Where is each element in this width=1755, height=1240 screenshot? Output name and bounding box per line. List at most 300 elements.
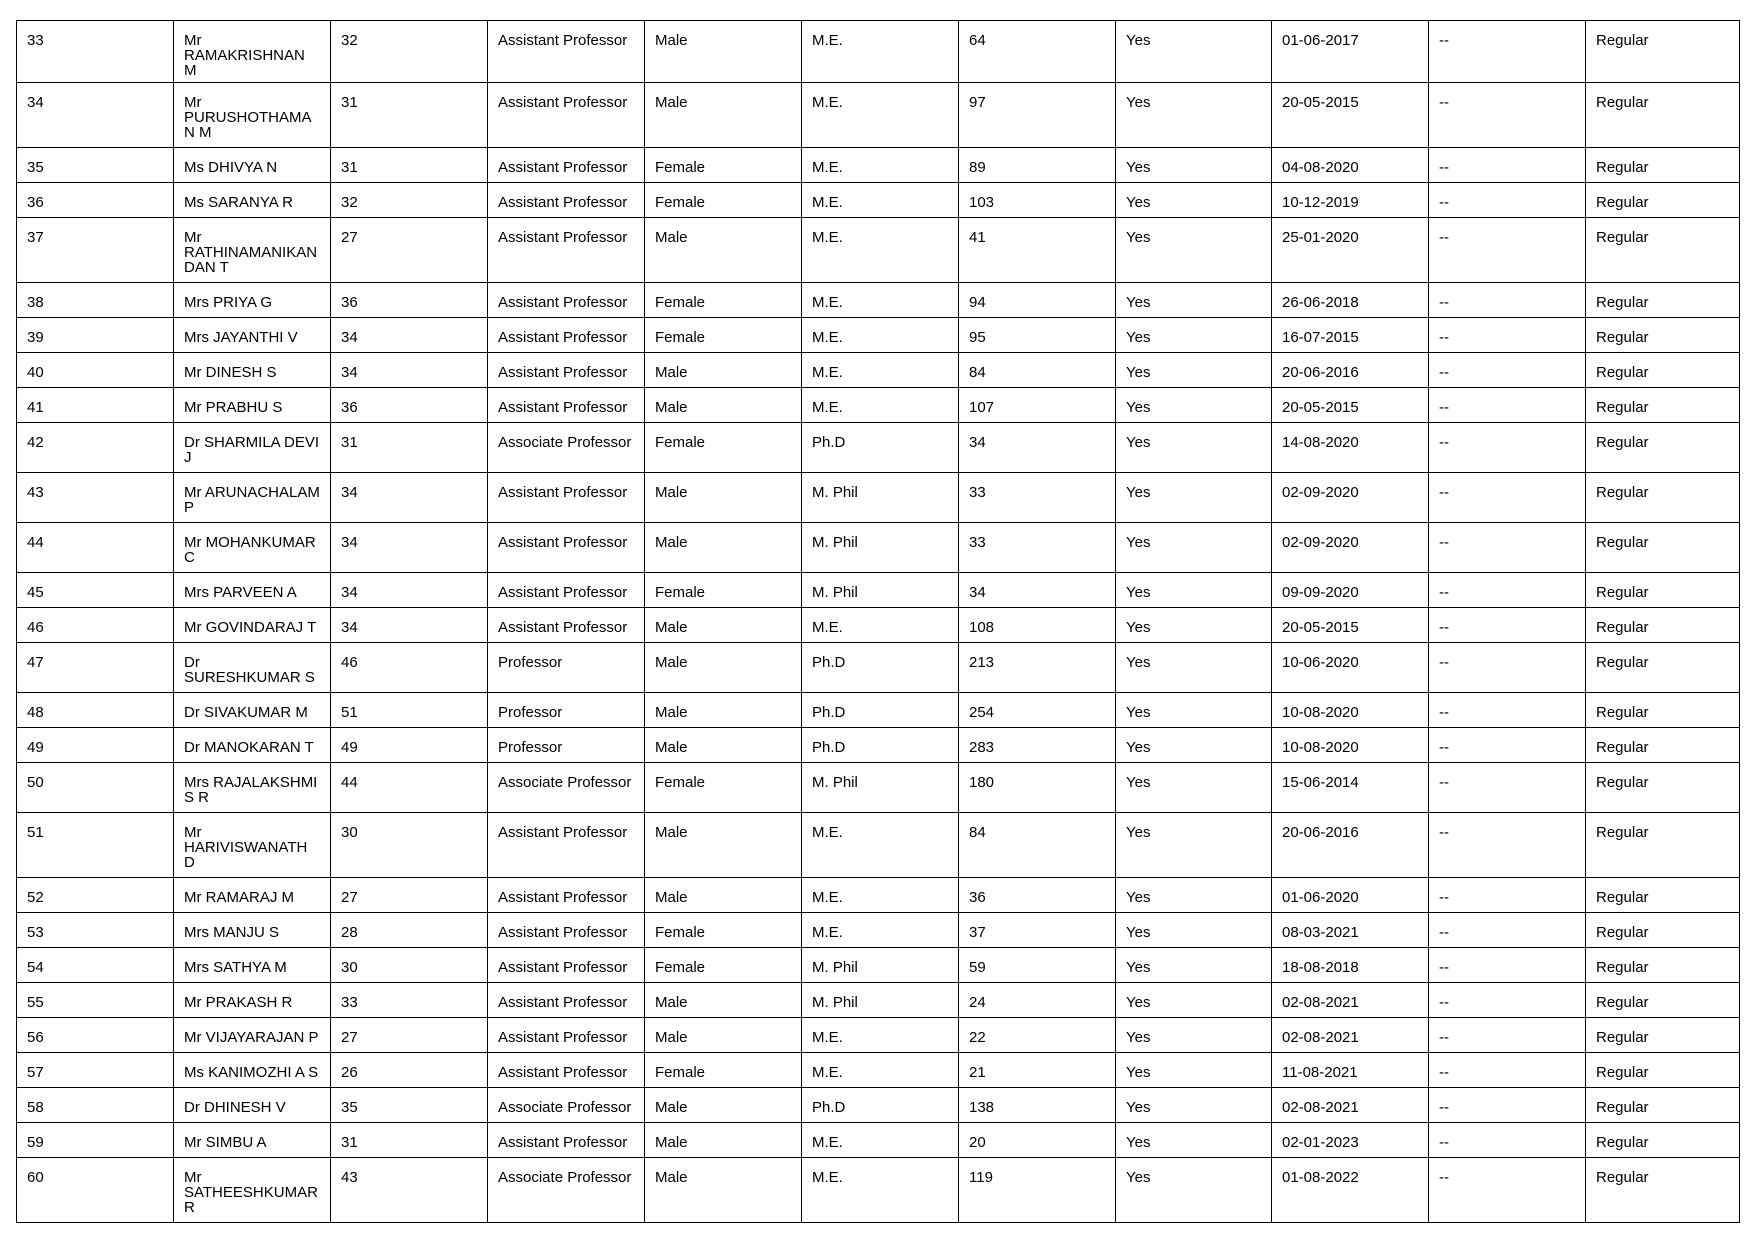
- cell-designation: Assistant Professor: [488, 388, 645, 423]
- cell-leaving-date: --: [1429, 423, 1586, 473]
- cell-name: Mr RAMAKRISHNAN M: [174, 21, 331, 83]
- cell-leaving-date: --: [1429, 523, 1586, 573]
- cell-experience: 97: [959, 83, 1116, 148]
- cell-joining-date: 20-05-2015: [1272, 388, 1429, 423]
- cell-age: 36: [331, 388, 488, 423]
- cell-age: 34: [331, 473, 488, 523]
- table-row: [17, 913, 1740, 948]
- cell-nature-of-appointment: Regular: [1586, 763, 1740, 813]
- cell-currently-working: Yes: [1116, 1018, 1272, 1053]
- cell-designation: Professor: [488, 728, 645, 763]
- cell-name: Mr SIMBU A: [174, 1123, 331, 1158]
- cell-currently-working: Yes: [1116, 318, 1272, 353]
- cell-serial-number: 45: [17, 573, 174, 608]
- cell-experience: 22: [959, 1018, 1116, 1053]
- cell-leaving-date: --: [1429, 83, 1586, 148]
- cell-qualification: M. Phil: [802, 983, 959, 1018]
- table-row: [17, 813, 1740, 878]
- cell-gender: Female: [645, 283, 802, 318]
- cell-nature-of-appointment: Regular: [1586, 983, 1740, 1018]
- table-row: [17, 643, 1740, 693]
- cell-name: Dr MANOKARAN T: [174, 728, 331, 763]
- table-row: [17, 423, 1740, 473]
- cell-name: Mr ARUNACHALAM P: [174, 473, 331, 523]
- cell-leaving-date: --: [1429, 183, 1586, 218]
- cell-experience: 59: [959, 948, 1116, 983]
- cell-qualification: Ph.D: [802, 693, 959, 728]
- cell-leaving-date: --: [1429, 878, 1586, 913]
- cell-age: 30: [331, 948, 488, 983]
- cell-name: Mrs MANJU S: [174, 913, 331, 948]
- cell-gender: Female: [645, 913, 802, 948]
- cell-experience: 24: [959, 983, 1116, 1018]
- cell-leaving-date: --: [1429, 913, 1586, 948]
- cell-serial-number: 41: [17, 388, 174, 423]
- cell-serial-number: 33: [17, 21, 174, 83]
- table-row: [17, 573, 1740, 608]
- cell-name: Mr MOHANKUMAR C: [174, 523, 331, 573]
- cell-currently-working: Yes: [1116, 693, 1272, 728]
- cell-designation: Associate Professor: [488, 1158, 645, 1223]
- cell-leaving-date: --: [1429, 608, 1586, 643]
- table-row: [17, 148, 1740, 183]
- cell-nature-of-appointment: Regular: [1586, 423, 1740, 473]
- cell-age: 27: [331, 1018, 488, 1053]
- table-row: [17, 318, 1740, 353]
- cell-leaving-date: --: [1429, 948, 1586, 983]
- cell-leaving-date: --: [1429, 148, 1586, 183]
- cell-experience: 36: [959, 878, 1116, 913]
- cell-serial-number: 56: [17, 1018, 174, 1053]
- cell-experience: 34: [959, 423, 1116, 473]
- table-row: [17, 83, 1740, 148]
- cell-gender: Female: [645, 318, 802, 353]
- cell-age: 27: [331, 878, 488, 913]
- cell-name: Dr SHARMILA DEVI J: [174, 423, 331, 473]
- cell-joining-date: 10-08-2020: [1272, 693, 1429, 728]
- table-row: [17, 1123, 1740, 1158]
- table-row: [17, 1088, 1740, 1123]
- cell-qualification: Ph.D: [802, 728, 959, 763]
- cell-joining-date: 08-03-2021: [1272, 913, 1429, 948]
- cell-designation: Assistant Professor: [488, 523, 645, 573]
- cell-nature-of-appointment: Regular: [1586, 388, 1740, 423]
- cell-nature-of-appointment: Regular: [1586, 813, 1740, 878]
- cell-nature-of-appointment: Regular: [1586, 948, 1740, 983]
- staff-table-body: [17, 21, 1740, 1223]
- cell-leaving-date: --: [1429, 693, 1586, 728]
- cell-name: Ms DHIVYA N: [174, 148, 331, 183]
- cell-designation: Assistant Professor: [488, 283, 645, 318]
- cell-leaving-date: --: [1429, 983, 1586, 1018]
- cell-joining-date: 18-08-2018: [1272, 948, 1429, 983]
- cell-gender: Male: [645, 83, 802, 148]
- cell-joining-date: 16-07-2015: [1272, 318, 1429, 353]
- cell-joining-date: 01-08-2022: [1272, 1158, 1429, 1223]
- cell-serial-number: 53: [17, 913, 174, 948]
- cell-joining-date: 02-09-2020: [1272, 523, 1429, 573]
- cell-qualification: M. Phil: [802, 948, 959, 983]
- cell-age: 31: [331, 1123, 488, 1158]
- cell-name: Mrs RAJALAKSHMI S R: [174, 763, 331, 813]
- cell-qualification: M.E.: [802, 83, 959, 148]
- cell-gender: Male: [645, 1088, 802, 1123]
- cell-serial-number: 42: [17, 423, 174, 473]
- cell-serial-number: 59: [17, 1123, 174, 1158]
- cell-age: 49: [331, 728, 488, 763]
- cell-serial-number: 38: [17, 283, 174, 318]
- cell-experience: 94: [959, 283, 1116, 318]
- cell-joining-date: 02-09-2020: [1272, 473, 1429, 523]
- cell-nature-of-appointment: Regular: [1586, 1158, 1740, 1223]
- cell-joining-date: 01-06-2017: [1272, 21, 1429, 83]
- cell-qualification: M.E.: [802, 183, 959, 218]
- cell-currently-working: Yes: [1116, 573, 1272, 608]
- cell-designation: Assistant Professor: [488, 353, 645, 388]
- cell-currently-working: Yes: [1116, 388, 1272, 423]
- cell-experience: 33: [959, 523, 1116, 573]
- table-row: [17, 283, 1740, 318]
- cell-age: 31: [331, 148, 488, 183]
- cell-serial-number: 40: [17, 353, 174, 388]
- cell-experience: 20: [959, 1123, 1116, 1158]
- cell-joining-date: 10-06-2020: [1272, 643, 1429, 693]
- cell-age: 32: [331, 183, 488, 218]
- cell-experience: 138: [959, 1088, 1116, 1123]
- table-row: [17, 693, 1740, 728]
- cell-currently-working: Yes: [1116, 83, 1272, 148]
- cell-currently-working: Yes: [1116, 283, 1272, 318]
- cell-age: 43: [331, 1158, 488, 1223]
- cell-experience: 84: [959, 813, 1116, 878]
- cell-name: Ms KANIMOZHI A S: [174, 1053, 331, 1088]
- table-row: [17, 948, 1740, 983]
- cell-currently-working: Yes: [1116, 218, 1272, 283]
- cell-age: 34: [331, 318, 488, 353]
- cell-experience: 254: [959, 693, 1116, 728]
- cell-experience: 37: [959, 913, 1116, 948]
- cell-name: Mr DINESH S: [174, 353, 331, 388]
- cell-experience: 103: [959, 183, 1116, 218]
- cell-age: 34: [331, 608, 488, 643]
- cell-gender: Female: [645, 763, 802, 813]
- cell-joining-date: 20-06-2016: [1272, 353, 1429, 388]
- cell-gender: Female: [645, 183, 802, 218]
- cell-gender: Male: [645, 523, 802, 573]
- cell-serial-number: 46: [17, 608, 174, 643]
- cell-gender: Male: [645, 728, 802, 763]
- cell-joining-date: 14-08-2020: [1272, 423, 1429, 473]
- cell-gender: Female: [645, 1053, 802, 1088]
- cell-qualification: Ph.D: [802, 1088, 959, 1123]
- cell-currently-working: Yes: [1116, 148, 1272, 183]
- cell-qualification: M.E.: [802, 913, 959, 948]
- cell-designation: Assistant Professor: [488, 608, 645, 643]
- cell-nature-of-appointment: Regular: [1586, 83, 1740, 148]
- cell-serial-number: 54: [17, 948, 174, 983]
- cell-gender: Female: [645, 148, 802, 183]
- cell-gender: Male: [645, 388, 802, 423]
- cell-currently-working: Yes: [1116, 423, 1272, 473]
- cell-experience: 108: [959, 608, 1116, 643]
- cell-designation: Associate Professor: [488, 1088, 645, 1123]
- cell-name: Mrs PARVEEN A: [174, 573, 331, 608]
- table-row: [17, 728, 1740, 763]
- cell-designation: Assistant Professor: [488, 318, 645, 353]
- cell-currently-working: Yes: [1116, 608, 1272, 643]
- cell-name: Mr GOVINDARAJ T: [174, 608, 331, 643]
- cell-experience: 21: [959, 1053, 1116, 1088]
- cell-serial-number: 51: [17, 813, 174, 878]
- cell-qualification: M.E.: [802, 283, 959, 318]
- table-row: [17, 608, 1740, 643]
- cell-qualification: M.E.: [802, 388, 959, 423]
- cell-nature-of-appointment: Regular: [1586, 878, 1740, 913]
- cell-experience: 107: [959, 388, 1116, 423]
- cell-currently-working: Yes: [1116, 1158, 1272, 1223]
- cell-serial-number: 47: [17, 643, 174, 693]
- cell-nature-of-appointment: Regular: [1586, 643, 1740, 693]
- table-row: [17, 183, 1740, 218]
- cell-nature-of-appointment: Regular: [1586, 148, 1740, 183]
- cell-gender: Female: [645, 573, 802, 608]
- cell-designation: Assistant Professor: [488, 1053, 645, 1088]
- cell-joining-date: 20-05-2015: [1272, 83, 1429, 148]
- cell-name: Mrs SATHYA M: [174, 948, 331, 983]
- cell-qualification: M.E.: [802, 353, 959, 388]
- cell-serial-number: 57: [17, 1053, 174, 1088]
- cell-designation: Associate Professor: [488, 423, 645, 473]
- cell-joining-date: 01-06-2020: [1272, 878, 1429, 913]
- cell-gender: Male: [645, 983, 802, 1018]
- cell-joining-date: 02-08-2021: [1272, 983, 1429, 1018]
- cell-joining-date: 20-05-2015: [1272, 608, 1429, 643]
- cell-name: Mrs JAYANTHI V: [174, 318, 331, 353]
- cell-leaving-date: --: [1429, 473, 1586, 523]
- cell-leaving-date: --: [1429, 1123, 1586, 1158]
- cell-nature-of-appointment: Regular: [1586, 728, 1740, 763]
- table-row: [17, 21, 1740, 83]
- table-row: [17, 218, 1740, 283]
- cell-qualification: M. Phil: [802, 523, 959, 573]
- cell-name: Mr PRAKASH R: [174, 983, 331, 1018]
- cell-designation: Assistant Professor: [488, 183, 645, 218]
- cell-qualification: M. Phil: [802, 473, 959, 523]
- cell-age: 34: [331, 523, 488, 573]
- cell-currently-working: Yes: [1116, 353, 1272, 388]
- cell-nature-of-appointment: Regular: [1586, 573, 1740, 608]
- cell-currently-working: Yes: [1116, 643, 1272, 693]
- cell-designation: Assistant Professor: [488, 83, 645, 148]
- cell-designation: Assistant Professor: [488, 878, 645, 913]
- cell-age: 30: [331, 813, 488, 878]
- cell-leaving-date: --: [1429, 388, 1586, 423]
- cell-nature-of-appointment: Regular: [1586, 693, 1740, 728]
- table-row: [17, 388, 1740, 423]
- cell-age: 35: [331, 1088, 488, 1123]
- cell-serial-number: 52: [17, 878, 174, 913]
- cell-qualification: Ph.D: [802, 423, 959, 473]
- cell-currently-working: Yes: [1116, 948, 1272, 983]
- cell-gender: Male: [645, 878, 802, 913]
- cell-joining-date: 20-06-2016: [1272, 813, 1429, 878]
- cell-name: Dr SURESHKUMAR S: [174, 643, 331, 693]
- cell-experience: 33: [959, 473, 1116, 523]
- cell-experience: 119: [959, 1158, 1116, 1223]
- cell-currently-working: Yes: [1116, 1123, 1272, 1158]
- table-row: [17, 878, 1740, 913]
- table-row: [17, 523, 1740, 573]
- cell-name: Mr RAMARAJ M: [174, 878, 331, 913]
- cell-nature-of-appointment: Regular: [1586, 913, 1740, 948]
- cell-leaving-date: --: [1429, 1088, 1586, 1123]
- cell-qualification: M. Phil: [802, 763, 959, 813]
- cell-name: Ms SARANYA R: [174, 183, 331, 218]
- cell-nature-of-appointment: Regular: [1586, 1088, 1740, 1123]
- cell-nature-of-appointment: Regular: [1586, 353, 1740, 388]
- table-row: [17, 1158, 1740, 1223]
- table-row: [17, 1053, 1740, 1088]
- cell-designation: Assistant Professor: [488, 1123, 645, 1158]
- cell-gender: Male: [645, 473, 802, 523]
- cell-leaving-date: --: [1429, 813, 1586, 878]
- cell-name: Mr VIJAYARAJAN P: [174, 1018, 331, 1053]
- cell-serial-number: 43: [17, 473, 174, 523]
- cell-nature-of-appointment: Regular: [1586, 473, 1740, 523]
- cell-gender: Male: [645, 1158, 802, 1223]
- cell-age: 28: [331, 913, 488, 948]
- cell-joining-date: 26-06-2018: [1272, 283, 1429, 318]
- cell-gender: Male: [645, 218, 802, 283]
- cell-serial-number: 48: [17, 693, 174, 728]
- cell-gender: Male: [645, 643, 802, 693]
- cell-gender: Male: [645, 353, 802, 388]
- cell-age: 31: [331, 423, 488, 473]
- cell-currently-working: Yes: [1116, 813, 1272, 878]
- cell-currently-working: Yes: [1116, 473, 1272, 523]
- cell-currently-working: Yes: [1116, 183, 1272, 218]
- cell-leaving-date: --: [1429, 643, 1586, 693]
- cell-designation: Professor: [488, 693, 645, 728]
- cell-nature-of-appointment: Regular: [1586, 1053, 1740, 1088]
- cell-serial-number: 37: [17, 218, 174, 283]
- cell-leaving-date: --: [1429, 1158, 1586, 1223]
- cell-qualification: M.E.: [802, 218, 959, 283]
- cell-currently-working: Yes: [1116, 1053, 1272, 1088]
- cell-designation: Assistant Professor: [488, 1018, 645, 1053]
- cell-leaving-date: --: [1429, 573, 1586, 608]
- cell-gender: Male: [645, 1018, 802, 1053]
- cell-gender: Female: [645, 948, 802, 983]
- table-row: [17, 983, 1740, 1018]
- cell-leaving-date: --: [1429, 218, 1586, 283]
- cell-qualification: M.E.: [802, 1053, 959, 1088]
- cell-name: Mr SATHEESHKUMAR R: [174, 1158, 331, 1223]
- cell-designation: Assistant Professor: [488, 948, 645, 983]
- cell-gender: Female: [645, 423, 802, 473]
- cell-designation: Associate Professor: [488, 763, 645, 813]
- cell-designation: Assistant Professor: [488, 573, 645, 608]
- cell-age: 51: [331, 693, 488, 728]
- cell-leaving-date: --: [1429, 1018, 1586, 1053]
- cell-name: Mr PRABHU S: [174, 388, 331, 423]
- cell-designation: Assistant Professor: [488, 813, 645, 878]
- cell-designation: Assistant Professor: [488, 913, 645, 948]
- cell-age: 33: [331, 983, 488, 1018]
- cell-experience: 64: [959, 21, 1116, 83]
- cell-joining-date: 25-01-2020: [1272, 218, 1429, 283]
- cell-qualification: M.E.: [802, 813, 959, 878]
- cell-joining-date: 02-08-2021: [1272, 1088, 1429, 1123]
- cell-name: Dr DHINESH V: [174, 1088, 331, 1123]
- table-row: [17, 473, 1740, 523]
- cell-joining-date: 09-09-2020: [1272, 573, 1429, 608]
- cell-leaving-date: --: [1429, 1053, 1586, 1088]
- cell-experience: 95: [959, 318, 1116, 353]
- cell-currently-working: Yes: [1116, 878, 1272, 913]
- cell-currently-working: Yes: [1116, 763, 1272, 813]
- cell-currently-working: Yes: [1116, 728, 1272, 763]
- cell-qualification: M.E.: [802, 1158, 959, 1223]
- cell-name: Mrs PRIYA G: [174, 283, 331, 318]
- table-row: [17, 353, 1740, 388]
- cell-nature-of-appointment: Regular: [1586, 1018, 1740, 1053]
- cell-experience: 213: [959, 643, 1116, 693]
- cell-designation: Assistant Professor: [488, 983, 645, 1018]
- cell-age: 26: [331, 1053, 488, 1088]
- cell-age: 36: [331, 283, 488, 318]
- cell-age: 31: [331, 83, 488, 148]
- cell-nature-of-appointment: Regular: [1586, 218, 1740, 283]
- cell-age: 44: [331, 763, 488, 813]
- table-row: [17, 1018, 1740, 1053]
- cell-joining-date: 04-08-2020: [1272, 148, 1429, 183]
- cell-experience: 283: [959, 728, 1116, 763]
- cell-age: 32: [331, 21, 488, 83]
- cell-designation: Assistant Professor: [488, 148, 645, 183]
- cell-serial-number: 35: [17, 148, 174, 183]
- staff-table: [16, 20, 1740, 1223]
- cell-designation: Assistant Professor: [488, 218, 645, 283]
- cell-joining-date: 02-08-2021: [1272, 1018, 1429, 1053]
- cell-name: Mr RATHINAMANIKANDAN T: [174, 218, 331, 283]
- cell-age: 34: [331, 573, 488, 608]
- cell-serial-number: 60: [17, 1158, 174, 1223]
- cell-qualification: M.E.: [802, 148, 959, 183]
- cell-leaving-date: --: [1429, 353, 1586, 388]
- cell-qualification: M.E.: [802, 21, 959, 83]
- cell-gender: Male: [645, 608, 802, 643]
- cell-leaving-date: --: [1429, 728, 1586, 763]
- cell-serial-number: 34: [17, 83, 174, 148]
- cell-serial-number: 39: [17, 318, 174, 353]
- cell-experience: 41: [959, 218, 1116, 283]
- cell-name: Mr HARIVISWANATH D: [174, 813, 331, 878]
- cell-leaving-date: --: [1429, 763, 1586, 813]
- cell-leaving-date: --: [1429, 283, 1586, 318]
- cell-qualification: M.E.: [802, 608, 959, 643]
- cell-qualification: M.E.: [802, 318, 959, 353]
- cell-currently-working: Yes: [1116, 21, 1272, 83]
- cell-joining-date: 15-06-2014: [1272, 763, 1429, 813]
- cell-qualification: M.E.: [802, 878, 959, 913]
- cell-experience: 89: [959, 148, 1116, 183]
- table-row: [17, 763, 1740, 813]
- cell-currently-working: Yes: [1116, 1088, 1272, 1123]
- cell-gender: Male: [645, 813, 802, 878]
- cell-qualification: M.E.: [802, 1018, 959, 1053]
- cell-name: Mr PURUSHOTHAMAN M: [174, 83, 331, 148]
